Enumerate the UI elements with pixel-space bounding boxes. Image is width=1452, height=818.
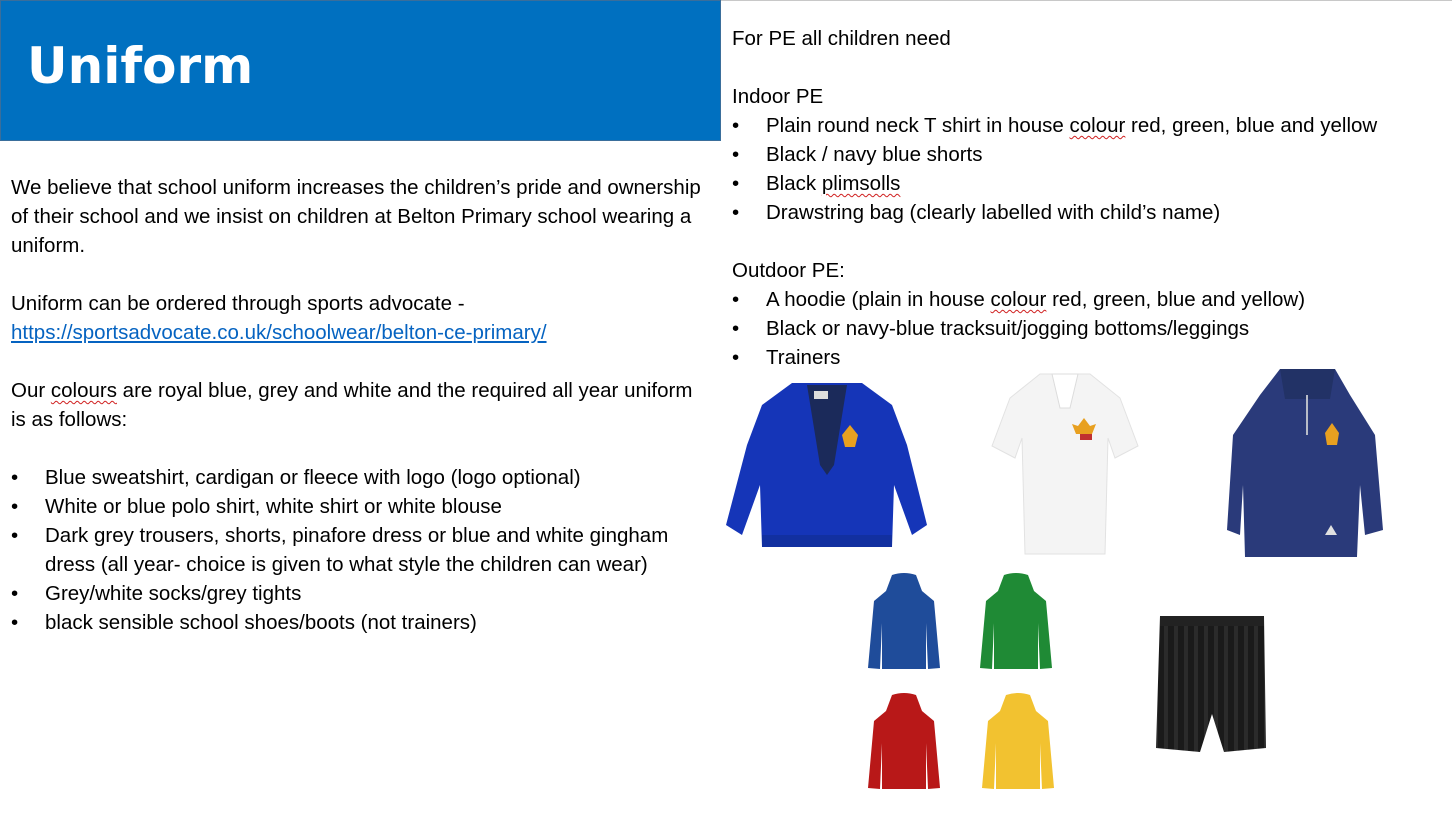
indoor-pe-list [732, 111, 1448, 227]
uniform-list [11, 463, 701, 637]
list-item: • Black or navy-blue tracksuit/jogging bottoms/leggings [732, 314, 1448, 343]
hoodie-green-image [978, 573, 1054, 671]
list-item: • White or blue polo shirt, white shirt or white blouse [11, 492, 701, 521]
list-item: • Black / navy blue shorts [732, 140, 1448, 169]
intro-paragraph: We believe that school uniform increases the children’s pride and ownership of their school and we insist on children at Belton Primary school wearing a uniform. [11, 176, 701, 257]
pe-info [732, 24, 1448, 372]
cardigan-image [722, 375, 932, 555]
title-banner [0, 0, 721, 141]
order-text: Uniform can be ordered through sports advocate - [11, 292, 465, 315]
indoor-heading: Indoor PE [732, 85, 824, 108]
list-item: • Drawstring bag (clearly labelled with child’s name) [732, 198, 1448, 227]
list-item: • Black plimsolls [732, 169, 1448, 198]
spellcheck-flag: plimsolls [821, 172, 901, 195]
bullet-icon: • [732, 201, 740, 224]
page-title: Uniform [27, 37, 254, 95]
uniform-info [11, 173, 701, 637]
list-item: • Grey/white socks/grey tights [11, 579, 701, 608]
hoodie-yellow-image [980, 693, 1056, 791]
colours-paragraph: Our colours are royal blue, grey and white and the required all year uniform is as follows: [11, 379, 693, 431]
spellcheck-flag: colour [990, 288, 1047, 311]
fleece-image [1225, 365, 1385, 565]
bullet-icon: • [732, 114, 740, 137]
bullet-icon: • [11, 524, 19, 547]
hoodie-blue-image [866, 573, 942, 671]
bullet-icon: • [11, 611, 19, 634]
polo-shirt-image [990, 368, 1140, 558]
bullet-icon: • [732, 172, 740, 195]
order-link[interactable]: https://sportsadvocate.co.uk/schoolwear/belton-ce-primary/ [11, 321, 547, 344]
pe-shorts-image [1154, 614, 1268, 756]
bullet-icon: • [732, 317, 740, 340]
list-item: • Dark grey trousers, shorts, pinafore dress or blue and white gingham dress (all year- choice is given to what style the children can wear) [11, 521, 701, 579]
bullet-icon: • [732, 346, 740, 369]
list-item: • Trainers [732, 343, 1448, 372]
bullet-icon: • [732, 288, 740, 311]
outdoor-heading: Outdoor PE: [732, 259, 845, 282]
outdoor-pe-list [732, 285, 1448, 372]
list-item: • black sensible school shoes/boots (not trainers) [11, 608, 701, 637]
pe-intro: For PE all children need [732, 27, 951, 50]
bullet-icon: • [11, 466, 19, 489]
bullet-icon: • [11, 582, 19, 605]
bullet-icon: • [732, 143, 740, 166]
list-item: • Blue sweatshirt, cardigan or fleece with logo (logo optional) [11, 463, 701, 492]
spellcheck-flag: colours [50, 379, 117, 402]
bullet-icon: • [11, 495, 19, 518]
top-divider [721, 0, 1452, 1]
list-item: • Plain round neck T shirt in house colour red, green, blue and yellow [732, 111, 1448, 140]
hoodie-red-image [866, 693, 942, 791]
spellcheck-flag: colour [1069, 114, 1126, 137]
list-item: • A hoodie (plain in house colour red, green, blue and yellow) [732, 285, 1448, 314]
